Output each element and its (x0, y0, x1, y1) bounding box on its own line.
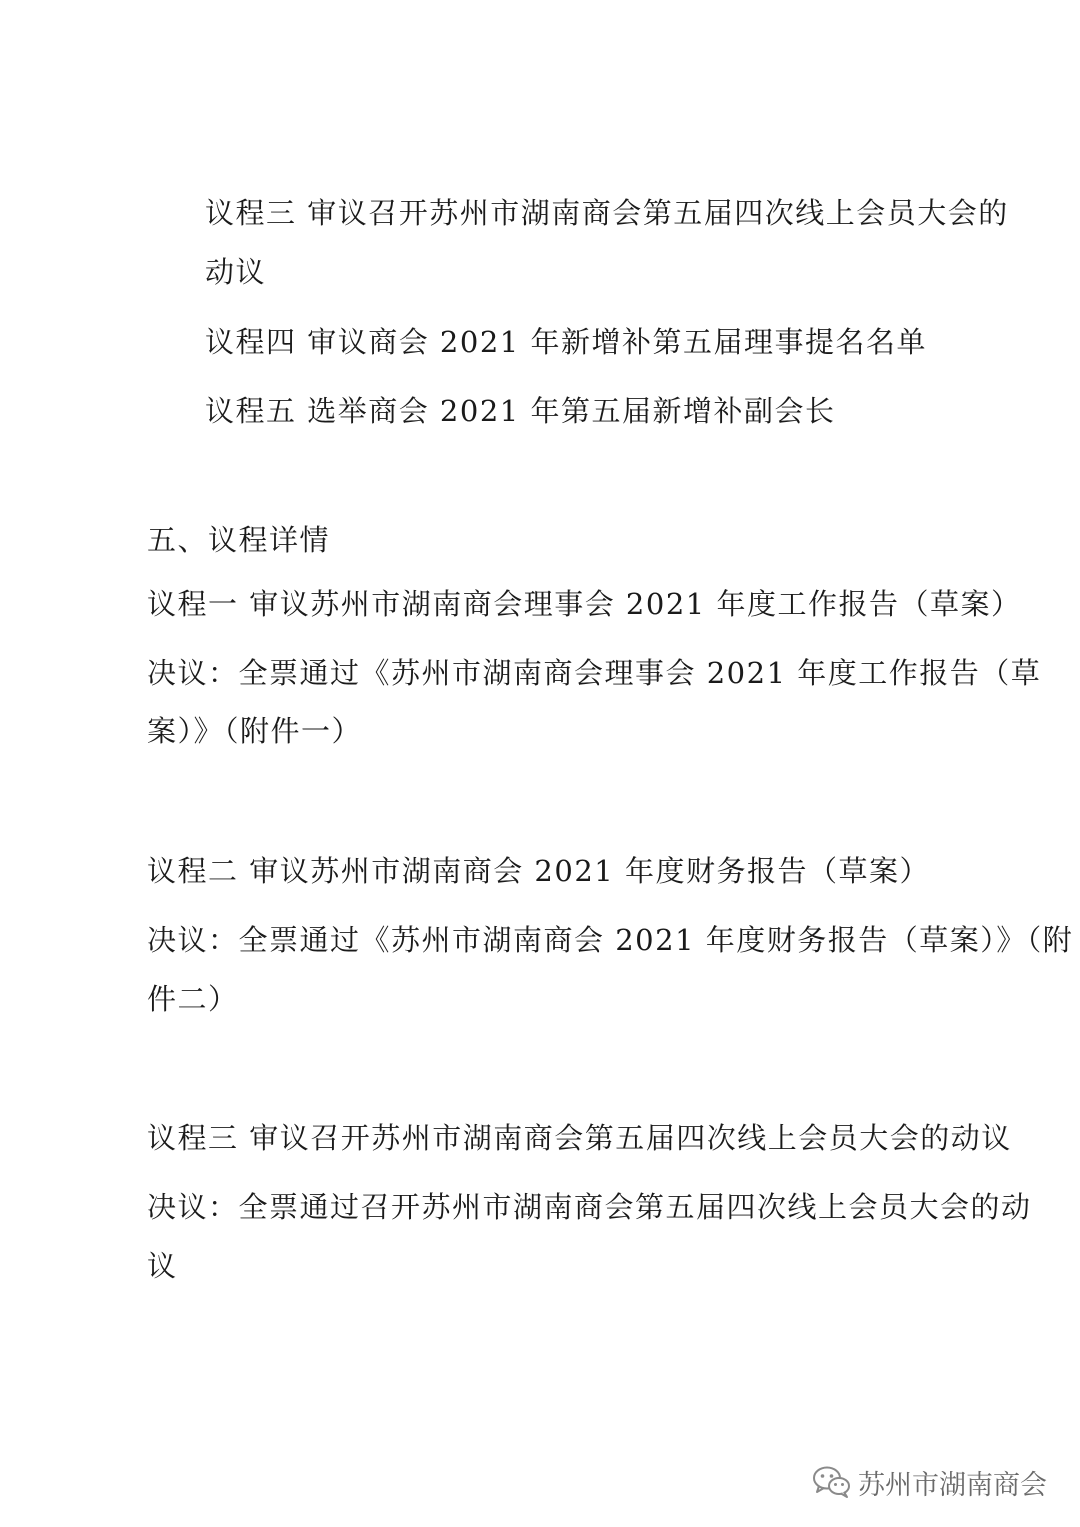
watermark (812, 1462, 1047, 1502)
agenda-item-4: 议程四 审议商会 2021 年新增补第五届理事提名名单 (205, 325, 927, 359)
agenda-item-3-line-2: 动议 (205, 255, 267, 289)
agenda-3-title: 议程三 审议召开苏州市湖南商会第五届四次线上会员大会的动议 (147, 1121, 1012, 1155)
agenda-3-resolution-line-1: 决议：全票通过召开苏州市湖南商会第五届四次线上会员大会的动 (147, 1190, 1032, 1224)
agenda-item-3-line-1: 议程三 审议召开苏州市湖南商会第五届四次线上会员大会的 (205, 196, 1009, 230)
agenda-1-resolution-line-1: 决议：全票通过《苏州市湖南商会理事会 2021 年度工作报告（草 (147, 656, 1042, 690)
agenda-2-resolution-line-2: 件二） (147, 982, 239, 1016)
agenda-2-title: 议程二 审议苏州市湖南商会 2021 年度财务报告（草案） (147, 854, 930, 888)
agenda-2-resolution-line-1: 决议：全票通过《苏州市湖南商会 2021 年度财务报告（草案）》（附 (147, 923, 1074, 957)
agenda-3-resolution-line-2: 议 (147, 1249, 178, 1283)
agenda-1-resolution-line-2: 案）》（附件一） (147, 714, 363, 748)
agenda-1-title: 议程一 审议苏州市湖南商会理事会 2021 年度工作报告（草案） (147, 587, 1022, 621)
section-heading: 五、议程详情 (147, 523, 331, 557)
agenda-item-5: 议程五 选举商会 2021 年第五届新增补副会长 (205, 394, 836, 428)
wechat-icon (812, 1465, 852, 1499)
watermark-text: 苏州市湖南商会 (858, 1469, 1047, 1501)
